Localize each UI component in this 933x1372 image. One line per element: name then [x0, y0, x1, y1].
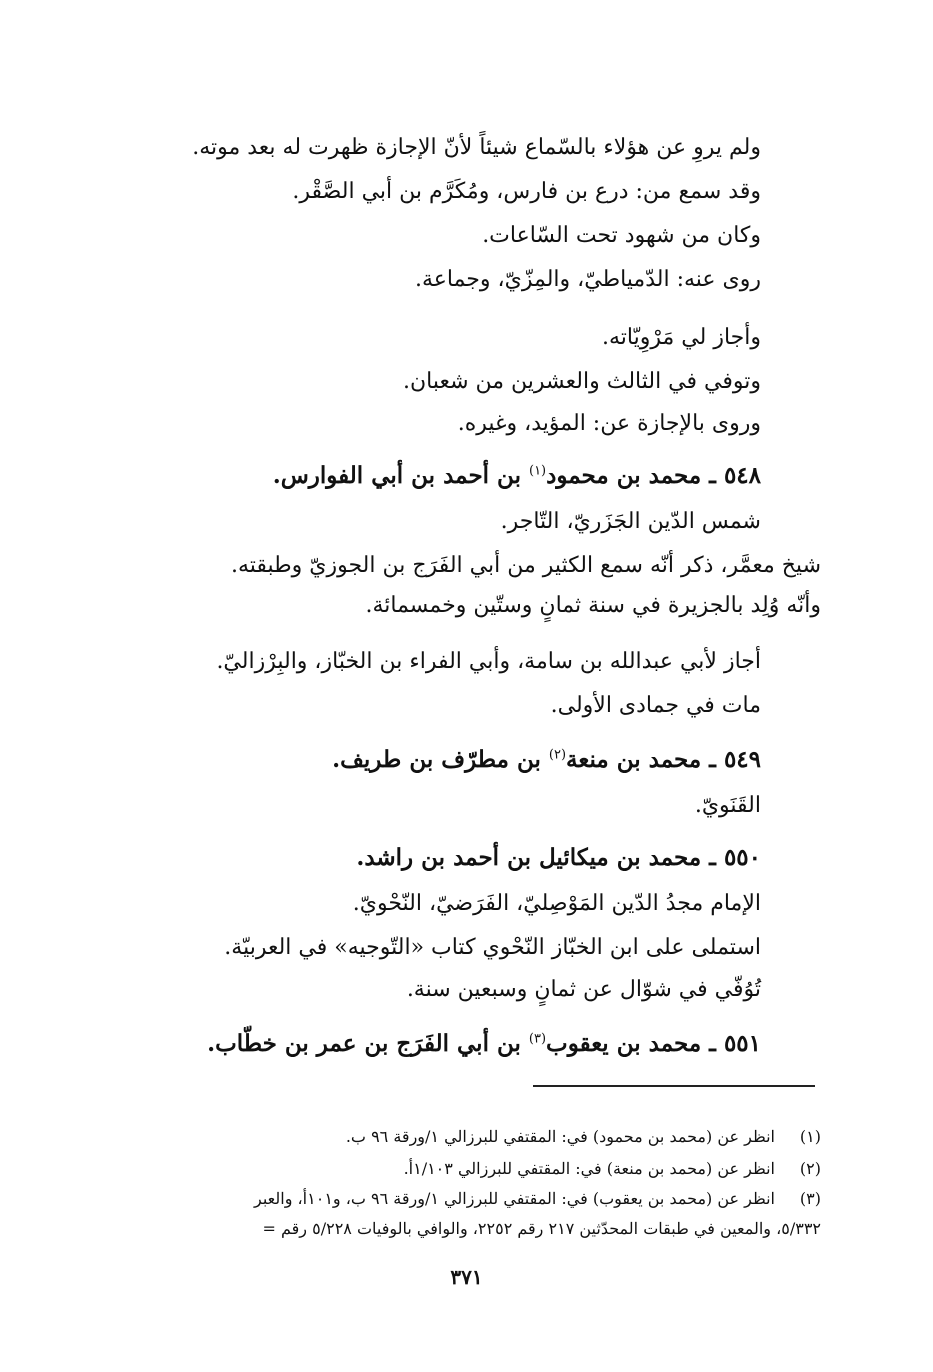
footnote-text: انظر عن (محمد بن منعة) في: المقتفي للبرزالي ١/١٠٣أ.	[403, 1159, 775, 1178]
page-number: ٣٧١	[450, 1265, 483, 1289]
footnote-text: انظر عن (محمد بن يعقوب) في: المقتفي للبرزالي ١/ورقة ٩٦ ب، و١٠١أ، والعبر	[254, 1189, 775, 1208]
footnote	[254, 1186, 821, 1212]
text-line: وكان من شهود تحت السّاعات.	[482, 223, 761, 248]
text-line: روى عنه: الدّمياطيّ، والمِزّيّ، وجماعة.	[414, 267, 761, 292]
footnote-continuation: ٥/٣٣٢، والمعين في طبقات المحدّثين ٢١٧ رقم ٢٢٥٢، والوافي بالوفيات ٥/٢٢٨ رقم =	[262, 1219, 821, 1238]
heading-text: ٥٥١ ـ محمد بن يعقوب	[546, 1030, 761, 1057]
entry-heading-548	[273, 456, 761, 496]
text-line: الإمام مجدُ الدّين المَوْصِليّ، الفَرَضيّ، النّحْويّ.	[352, 891, 761, 916]
footnote-number: (١)	[799, 1127, 821, 1146]
text-line: وأنّه وُلِد بالجزيرة في سنة ثمانٍ وستّين وخمسمائة.	[365, 593, 821, 618]
footnote	[404, 1156, 821, 1182]
text-line: وقد سمع من: درع بن فارس، ومُكَرَّم بن أبي الصَّقْر.	[292, 179, 761, 204]
footnote-number: (٣)	[799, 1189, 821, 1208]
text-line: أجاز لأبي عبدالله بن سامة، وأبي الفراء بن الخبّاز، والبِرْزاليّ.	[216, 649, 761, 674]
text-line: مات في جمادى الأولى.	[550, 693, 761, 718]
footnote-ref: (١)	[528, 463, 547, 479]
footnote-ref: (٣)	[528, 1031, 547, 1047]
text-line: وروى بالإجازة عن: المؤيد، وغيره.	[457, 411, 761, 436]
footnote-text: انظر عن (محمد بن محمود) في: المقتفي للبرزالي ١/ورقة ٩٦ ب.	[345, 1127, 775, 1146]
entry-heading-550: ٥٥٠ ـ محمد بن ميكائيل بن أحمد بن راشد.	[356, 844, 761, 871]
footnote-separator	[533, 1085, 815, 1087]
entry-heading-551	[207, 1024, 761, 1064]
text-line: شيخ معمَّر، ذكر أنّه سمع الكثير من أبي الفَرَج بن الجوزيّ وطبقته.	[230, 553, 821, 578]
footnote	[346, 1124, 821, 1150]
heading-text: بن أحمد بن أبي الفوارس.	[272, 462, 529, 489]
text-line: ولم يروِ عن هؤلاء بالسّماع شيئاً لأنّ الإجازة ظهرت له بعد موته.	[192, 135, 761, 160]
heading-text: بن أبي الفَرَج بن عمر بن خطّاب.	[207, 1030, 529, 1057]
text-line: شمس الدّين الجَزَريّ، التّاجر.	[500, 509, 761, 534]
text-line: القَنَويّ.	[694, 793, 761, 818]
text-line: وأجاز لي مَرْوِيّاته.	[602, 325, 761, 350]
heading-text: بن مطرّف بن طريف.	[332, 746, 549, 773]
heading-text: ٥٤٨ ـ محمد بن محمود	[546, 462, 761, 489]
footnote-ref: (٢)	[548, 747, 567, 763]
text-line: وتوفي في الثالث والعشرين من شعبان.	[402, 369, 761, 394]
footnote-number: (٢)	[799, 1159, 821, 1178]
entry-heading-549	[332, 740, 761, 780]
text-line: استملى على ابن الخبّاز النّحْوي كتاب «التّوجيه» في العربيّة.	[224, 935, 761, 960]
heading-text: ٥٤٩ ـ محمد بن منعة	[566, 746, 761, 773]
text-line: تُوُفّي في شوّال عن ثمانٍ وسبعين سنة.	[406, 977, 761, 1002]
